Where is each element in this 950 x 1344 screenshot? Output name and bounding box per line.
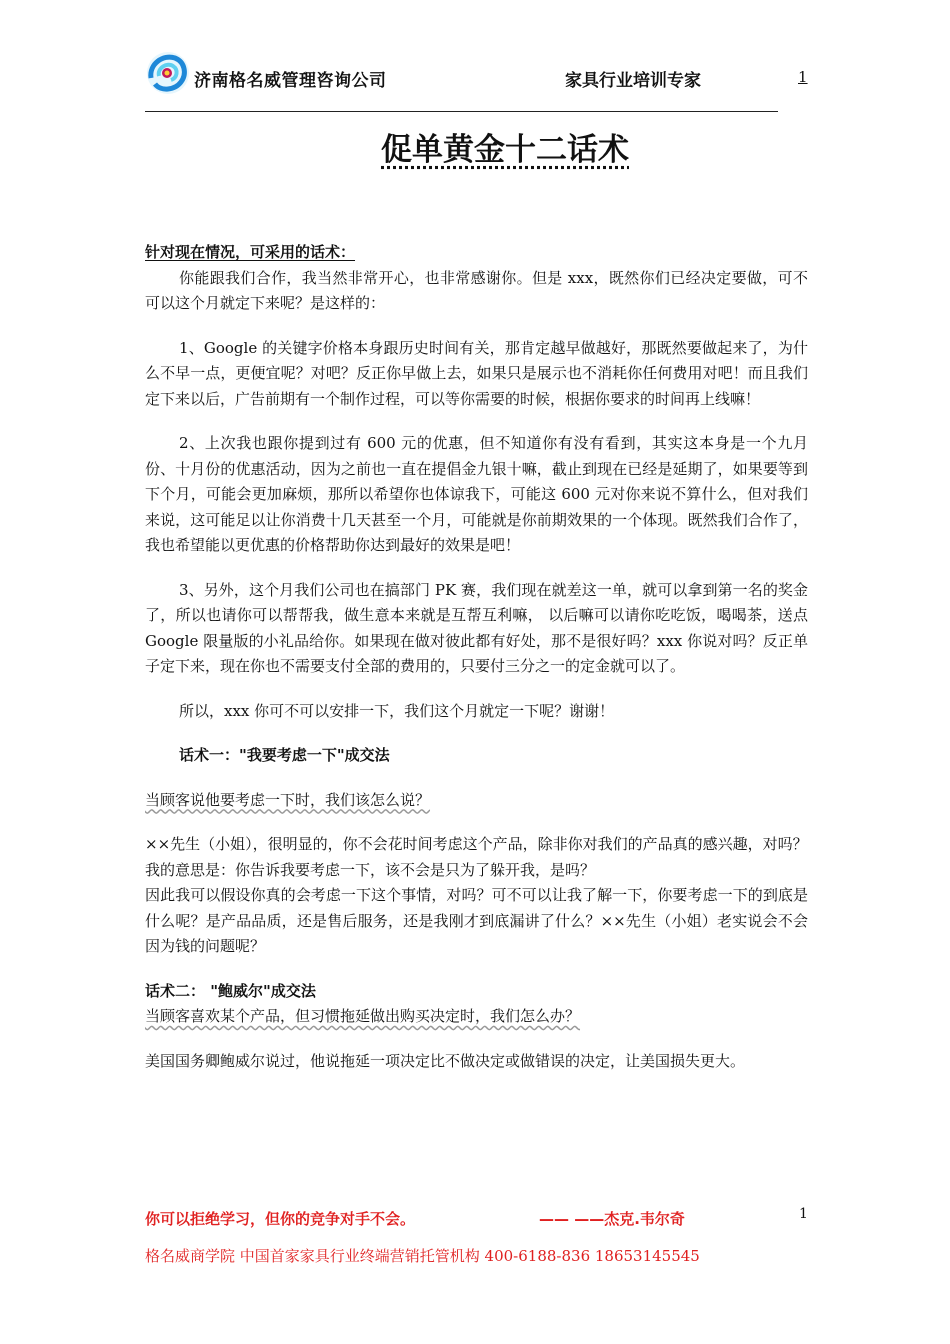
technique-1-heading: 话术一："我要考虑一下"成交法 xyxy=(179,746,390,764)
technique-2-line-1: 美国国务卿鲍威尔说过，他说拖延一项决定比不做决定或做错误的决定，让美国损失更大。 xyxy=(145,1051,746,1070)
intro-paragraph: 你能跟我们合作，我当然非常开心，也非常感谢你。但是 xxx，既然你们已经决定要做，可不可以这个月就定下来呢？是这样的： xyxy=(145,268,808,312)
technique-1-question: 当顾客说他要考虑一下时，我们该怎么说？ xyxy=(145,790,431,809)
company-logo-icon xyxy=(145,50,191,96)
document-body xyxy=(145,240,808,1074)
footer-organization: 格名威商学院 中国首家家具行业终端营销托管机构 400-6188-836 18653145545 xyxy=(145,1247,700,1265)
header-slogan: 家具行业培训专家 xyxy=(565,71,701,91)
page-title: 促单黄金十二话术 xyxy=(381,132,629,168)
footer-quote: 你可以拒绝学习，但你的竞争对手不会。 xyxy=(145,1210,416,1228)
technique-1-line-1: ××先生（小姐），很明显的，你不会花时间考虑这个产品，除非你对我们的产品真的感兴趣，对吗？ xyxy=(145,835,808,853)
technique-2-heading: 话术二： "鲍威尔"成交法 xyxy=(145,981,316,1000)
footer-quote-author: —— ——杰克.韦尔奇 xyxy=(539,1210,685,1228)
point-1-paragraph: 1、Google 的关键字价格本身跟历史时间有关，那肯定越早做越好，那既然要做起来了，为什么不早一点，更便宜呢？对吧？反正你早做上去，如果只是展示也不消耗你任何费用对吧！而且我们定下来以后，广告前期有一个制作过程，可以等你需要的时候，根据你要求的时间再上线嘛！ xyxy=(145,338,808,408)
company-name: 济南格名威管理咨询公司 xyxy=(194,71,387,91)
section-heading: 针对现在情况，可采用的话术： xyxy=(145,243,356,261)
technique-2-question: 当顾客喜欢某个产品，但习惯拖延做出购买决定时，我们怎么办？ xyxy=(145,1007,581,1025)
point-3-paragraph: 3、另外，这个月我们公司也在搞部门 PK 赛，我们现在就差这一单，就可以拿到第一名的奖金了，所以也请你可以帮帮我，做生意本来就是互帮互利嘛， 以后嘛可以请你吃吃饭，喝喝茶，送点 Google 限量版的小礼品给你。如果现在做对彼此都有好处，那不是很好吗？xxx 你说对吗？反正单子定下来，现在你也不需要支付全部的费用的，只要付三分之一的定金就可以了。 xyxy=(145,580,808,675)
header-divider xyxy=(145,111,778,112)
technique-1-line-3: 因此我可以假设你真的会考虑一下这个事情，对吗？可不可以让我了解一下，你要考虑一下的到底是什么呢？是产品品质，还是售后服务，还是我刚才到底漏讲了什么？××先生（小姐）老实说会不会因为钱的问题呢？ xyxy=(145,886,808,955)
technique-1-line-2: 我的意思是：你告诉我要考虑一下，该不会是只为了躲开我，是吗？ xyxy=(145,860,596,879)
point-2-paragraph: 2、上次我也跟你提到过有 600 元的优惠，但不知道你有没有看到，其实这本身是一个九月份、十月份的优惠活动，因为之前也一直在提倡金九银十嘛，截止到现在已经是延期了，如果要等到下个月，可能会更加麻烦，那所以希望你也体谅我下，可能这 600 元对你来说不算什么，但对我们来说，这可能足以让你消费十几天甚至一个月，可能就是你前期效果的一个体现。既然我们合作了，我也希望能以更优惠的价格帮助你达到最好的效果是吧！ xyxy=(145,434,808,554)
closing-paragraph: 所以，xxx 你可不可以安排一下，我们这个月就定一下呢？谢谢！ xyxy=(179,701,615,720)
header-page-number: 1 xyxy=(798,68,808,86)
footer-page-number: 1 xyxy=(799,1206,808,1222)
